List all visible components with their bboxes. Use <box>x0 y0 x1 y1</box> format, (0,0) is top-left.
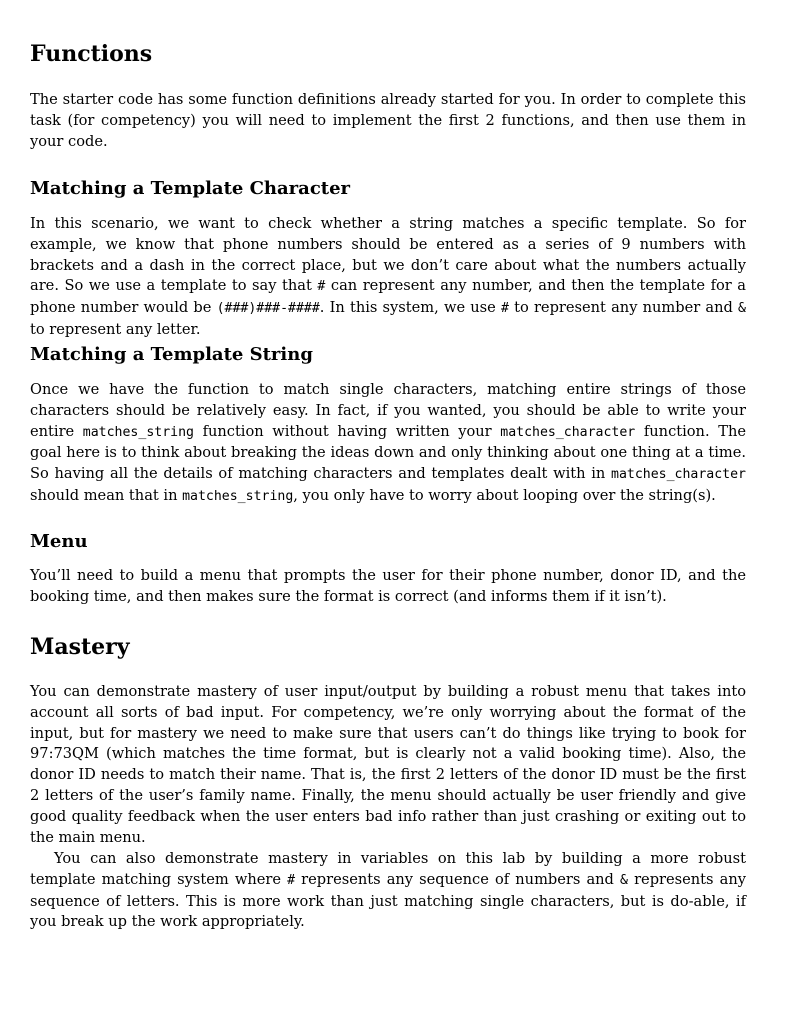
paragraph-functions: The starter code has some function definitions already started for you. In order to complete this task (for competency) you will need to implement the first 2 functions, and then use them in your code. <box>30 91 746 150</box>
paragraph-template-character: In this scenario, we want to check whether a string matches a specific template. So for example, we know that phone numbers should be entered as a series of 9 numbers with brackets and a dash in the correct place, but we don’t care about what the numbers actually are. So we use a template to say that # can represent any number, and then the template for a phone number would be (###)###-####. In this system, we use # to represent any number and & to represent any letter. <box>30 215 746 338</box>
code-matches-string: matches_string <box>82 424 194 440</box>
code-amp: & <box>738 301 746 317</box>
code-hash: # <box>287 872 296 888</box>
code-matches-character: matches_character <box>611 467 746 483</box>
code-amp: & <box>620 872 628 888</box>
code-phone-template: (###)###-#### <box>216 301 320 317</box>
heading-mastery: Mastery <box>30 634 130 660</box>
code-hash: # <box>500 301 509 317</box>
paragraph-mastery-2: You can also demonstrate mastery in variables on this lab by building a more robust template matching system where # represents any sequence of numbers and & represents any sequence of letters. This is more work than just matching single characters, but is do-able, if you break up the work appropriately. <box>30 850 746 931</box>
code-matches-character: matches_character <box>500 424 636 440</box>
paragraph-template-string: Once we have the function to match single characters, matching entire strings of those characters should be relatively easy. In fact, if you wanted, you should be able to write your entire matches_string function without having written your matches_character function. The goal here is to think about breaking the ideas down and only thinking about one thing at a time. So having all the details of matching characters and templates dealt with in matches_character should mean that in matches_string, you only have to worry about looping over the string(s). <box>30 381 746 504</box>
heading-menu: Menu <box>30 531 88 552</box>
paragraph-mastery-1: You can demonstrate mastery of user input/output by building a robust menu that takes into account all sorts of bad input. For competency, we’re only worrying about the format of the input, but for mastery we need to make sure that users can’t do things like trying to book for 97:73QM (which matches the time format, but is clearly not a valid booking time). Also, the donor ID needs to match their name. That is, the first 2 letters of the donor ID must be the first 2 letters of the user’s family name. Finally, the menu should actually be user friendly and give good quality feedback when the user enters bad info rather than just crashing or exiting out to the main menu. <box>30 683 746 846</box>
code-matches-string: matches_string <box>182 488 294 504</box>
paragraph-menu: You’ll need to build a menu that prompts the user for their phone number, donor ID, and the booking time, and then makes sure the format is correct (and informs them if it isn’t). <box>30 567 746 605</box>
code-hash: # <box>317 279 326 295</box>
heading-functions: Functions <box>30 41 153 67</box>
heading-template-character: Matching a Template Character <box>30 178 351 199</box>
heading-template-string: Matching a Template String <box>30 344 313 365</box>
